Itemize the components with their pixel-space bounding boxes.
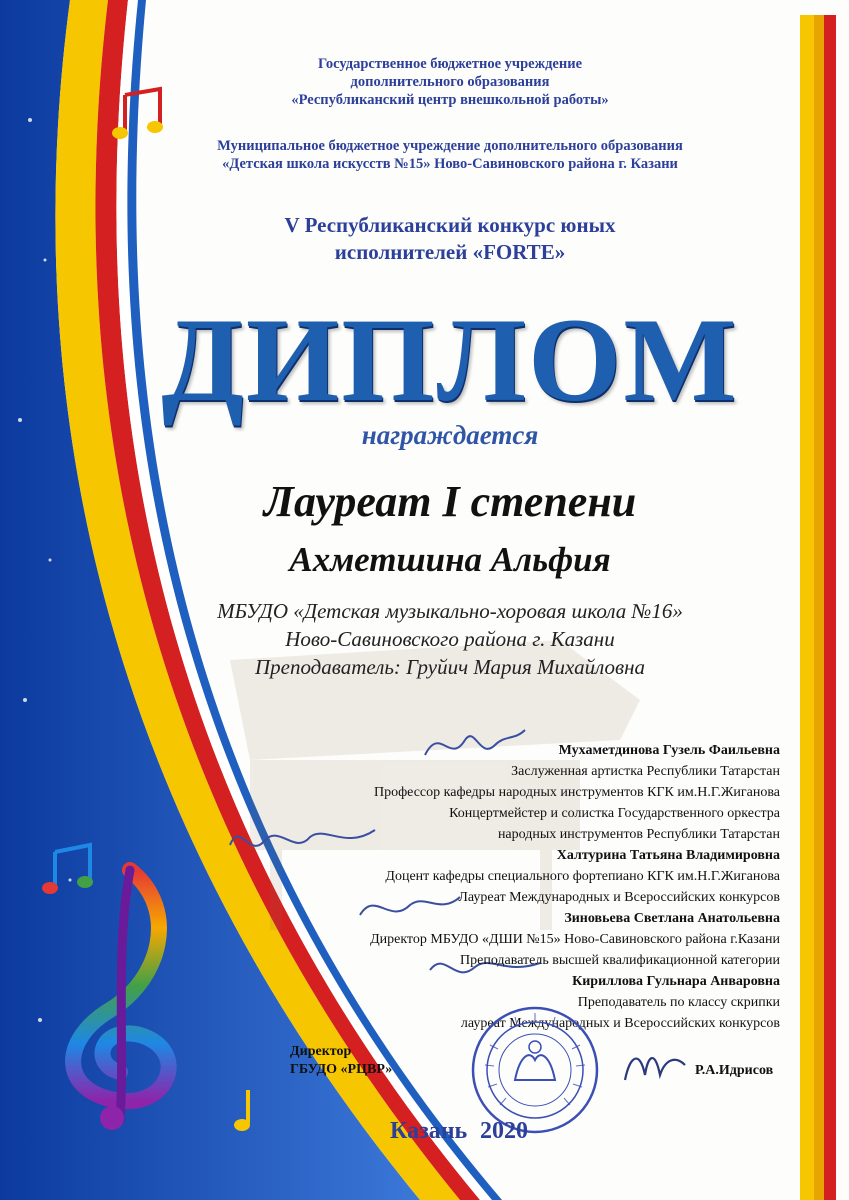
jury-member [250,845,780,908]
laureate-degree: Лауреат I степени [263,477,637,526]
music-note-icon [40,840,100,900]
jury-title: Доцент кафедры специального фортепиано КГК им.Н.Г.Жиганова [385,869,780,884]
jury-title: Лауреат Международных и Всероссийских конкурсов [458,890,780,905]
contest-line-1: V Республиканский конкурс юных [284,213,616,237]
music-note-icon [228,1085,268,1135]
recipient-name: Ахметшина Альфия [289,540,611,579]
org-line-3: «Республиканский центр внешкольной работы» [291,92,609,108]
music-note-icon [110,85,170,145]
jury-name: Зиновьева Светлана Анатольевна [564,911,780,926]
organization-header [200,55,700,109]
footer-year: 2020 [480,1118,528,1144]
director-position-line-1: Директор [290,1044,352,1059]
signature-icon [620,1045,690,1090]
school-line-1: МБУДО «Детская музыкально-хоровая школа №16» [217,599,683,623]
school-line-2: Ново-Савиновского района г. Казани [285,627,615,651]
jury-name: Мухаметдинова Гузель Фаильевна [558,743,780,758]
teacher-line: Преподаватель: Груйич Мария Михайловна [254,655,646,679]
org-line-2: дополнительного образования [350,74,550,90]
jury-name: Халтурина Татьяна Владимировна [556,848,780,863]
jury-title: Концертмейстер и солистка Государственного оркестра [449,806,780,821]
director-name: Р.А.Идрисов [695,1063,774,1078]
jury-title: Заслуженная артистка Республики Татарстан [511,764,780,779]
jury-name: Кириллова Гульнара Анваровна [572,974,780,989]
school-header-line-1: Муниципальное бюджетное учреждение дополнительного образования [217,138,683,154]
school-header-line-2: «Детская школа искусств №15» Ново-Савиновского района г. Казани [222,156,678,172]
director-position-line-2: ГБУДО «РЦВР» [290,1062,393,1077]
jury-member [250,740,780,845]
contest-line-2: исполнителей «FORTE» [334,240,566,264]
jury-title: народных инструментов Республики Татарстан [497,827,780,842]
recipient-school [150,597,750,681]
footer-city: Казань [390,1118,468,1144]
school-header [140,137,760,173]
jury-member [250,908,780,971]
jury-title: Преподаватель по классу скрипки [577,995,780,1010]
seal-icon [470,1005,600,1135]
jury-title: Преподаватель высшей квалификационной категории [460,953,780,968]
jury-title: Директор МБУДО «ДШИ №15» Ново-Савиновского района г.Казани [370,932,780,947]
awarded-label: награждается [361,420,539,450]
director-position [290,1043,430,1079]
jury-list [250,740,780,1034]
jury-title: Профессор кафедры народных инструментов КГК им.Н.Г.Жиганова [373,785,780,800]
diploma-title: ДИПЛОМ [161,293,739,426]
contest-title [180,212,720,266]
jury-title: лауреат Международных и Всероссийских конкурсов [460,1016,780,1031]
org-line-1: Государственное бюджетное учреждение [317,56,583,72]
